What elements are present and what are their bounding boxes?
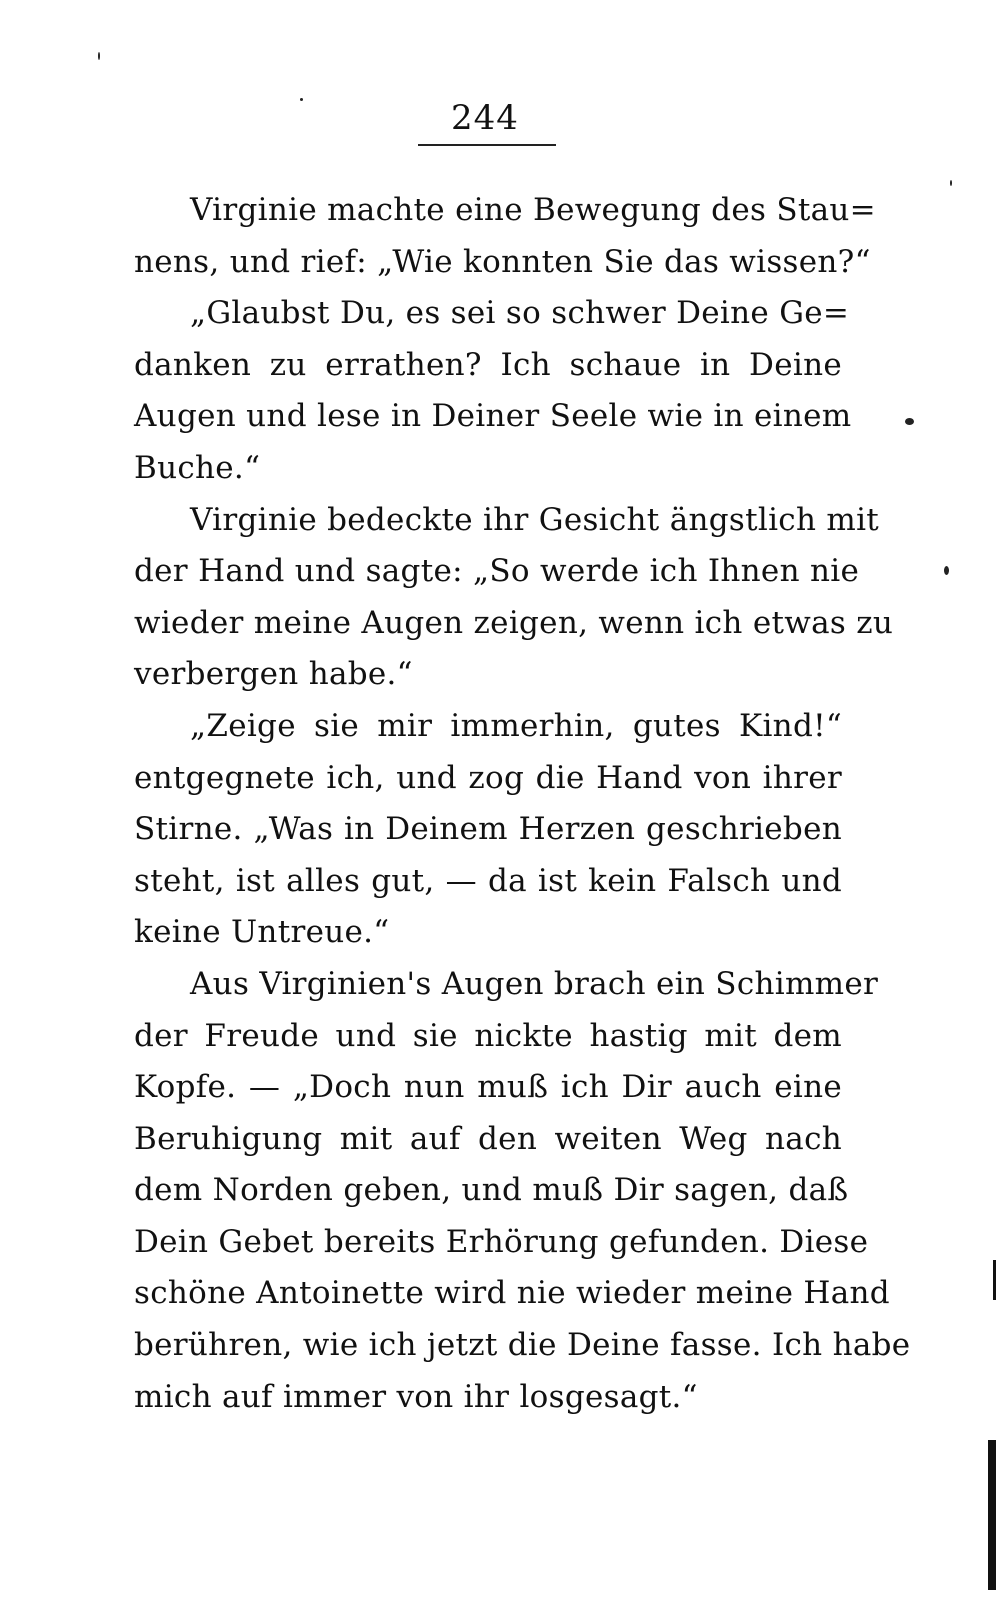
scan-speck [950, 180, 952, 186]
text-line: schöne Antoinette wird nie wieder meine Hand [134, 1275, 890, 1312]
text-line: steht, ist alles gut, — da ist kein Falsch und [134, 862, 842, 899]
scan-speck [905, 418, 914, 425]
text-line: mich auf immer von ihr losgesagt.“ [134, 1378, 698, 1415]
text-line: entgegnete ich, und zog die Hand von ihrer [134, 759, 842, 796]
text-line: Virginie bedeckte ihr Gesicht ängstlich mit [190, 501, 880, 538]
text-line: Dein Gebet bereits Erhörung gefunden. Diese [134, 1223, 869, 1260]
scan-edge-mark [988, 1440, 996, 1590]
text-line: der Freude und sie nickte hastig mit dem [134, 1017, 842, 1054]
text-line: Augen und lese in Deiner Seele wie in einem [134, 398, 852, 435]
text-line: „Zeige sie mir immerhin, gutes Kind!“ [190, 707, 842, 744]
text-line: danken zu errathen? Ich schaue in Deine [134, 346, 842, 383]
text-line: Stirne. „Was in Deinem Herzen geschrieben [134, 811, 842, 848]
scan-edge-mark [993, 1260, 996, 1300]
page-number: 244 [451, 98, 519, 138]
header-rule [418, 144, 556, 146]
text-line: Beruhigung mit auf den weiten Weg nach [134, 1120, 842, 1157]
scan-speck [944, 566, 949, 575]
body-text [134, 185, 911, 1423]
text-line: der Hand und sagte: „So werde ich Ihnen nie [134, 553, 860, 590]
text-line: berühren, wie ich jetzt die Deine fasse. Ich habe [134, 1327, 911, 1364]
text-line: „Glaubst Du, es sei so schwer Deine Ge= [190, 295, 850, 332]
text-line: dem Norden geben, und muß Dir sagen, daß [134, 1172, 849, 1209]
text-line: keine Untreue.“ [134, 914, 390, 951]
text-line: verbergen habe.“ [134, 656, 413, 693]
text-line: wieder meine Augen zeigen, wenn ich etwas zu [134, 604, 894, 641]
text-line: Aus Virginien's Augen brach ein Schimmer [190, 965, 879, 1002]
text-line: nens, und rief: „Wie konnten Sie das wissen?“ [134, 243, 871, 280]
scan-speck [98, 52, 100, 60]
text-line: Virginie machte eine Bewegung des Stau= [190, 192, 876, 228]
text-line: Kopfe. — „Doch nun muß ich Dir auch eine [134, 1069, 842, 1106]
text-line: Buche.“ [134, 449, 261, 486]
scan-speck [300, 98, 303, 101]
